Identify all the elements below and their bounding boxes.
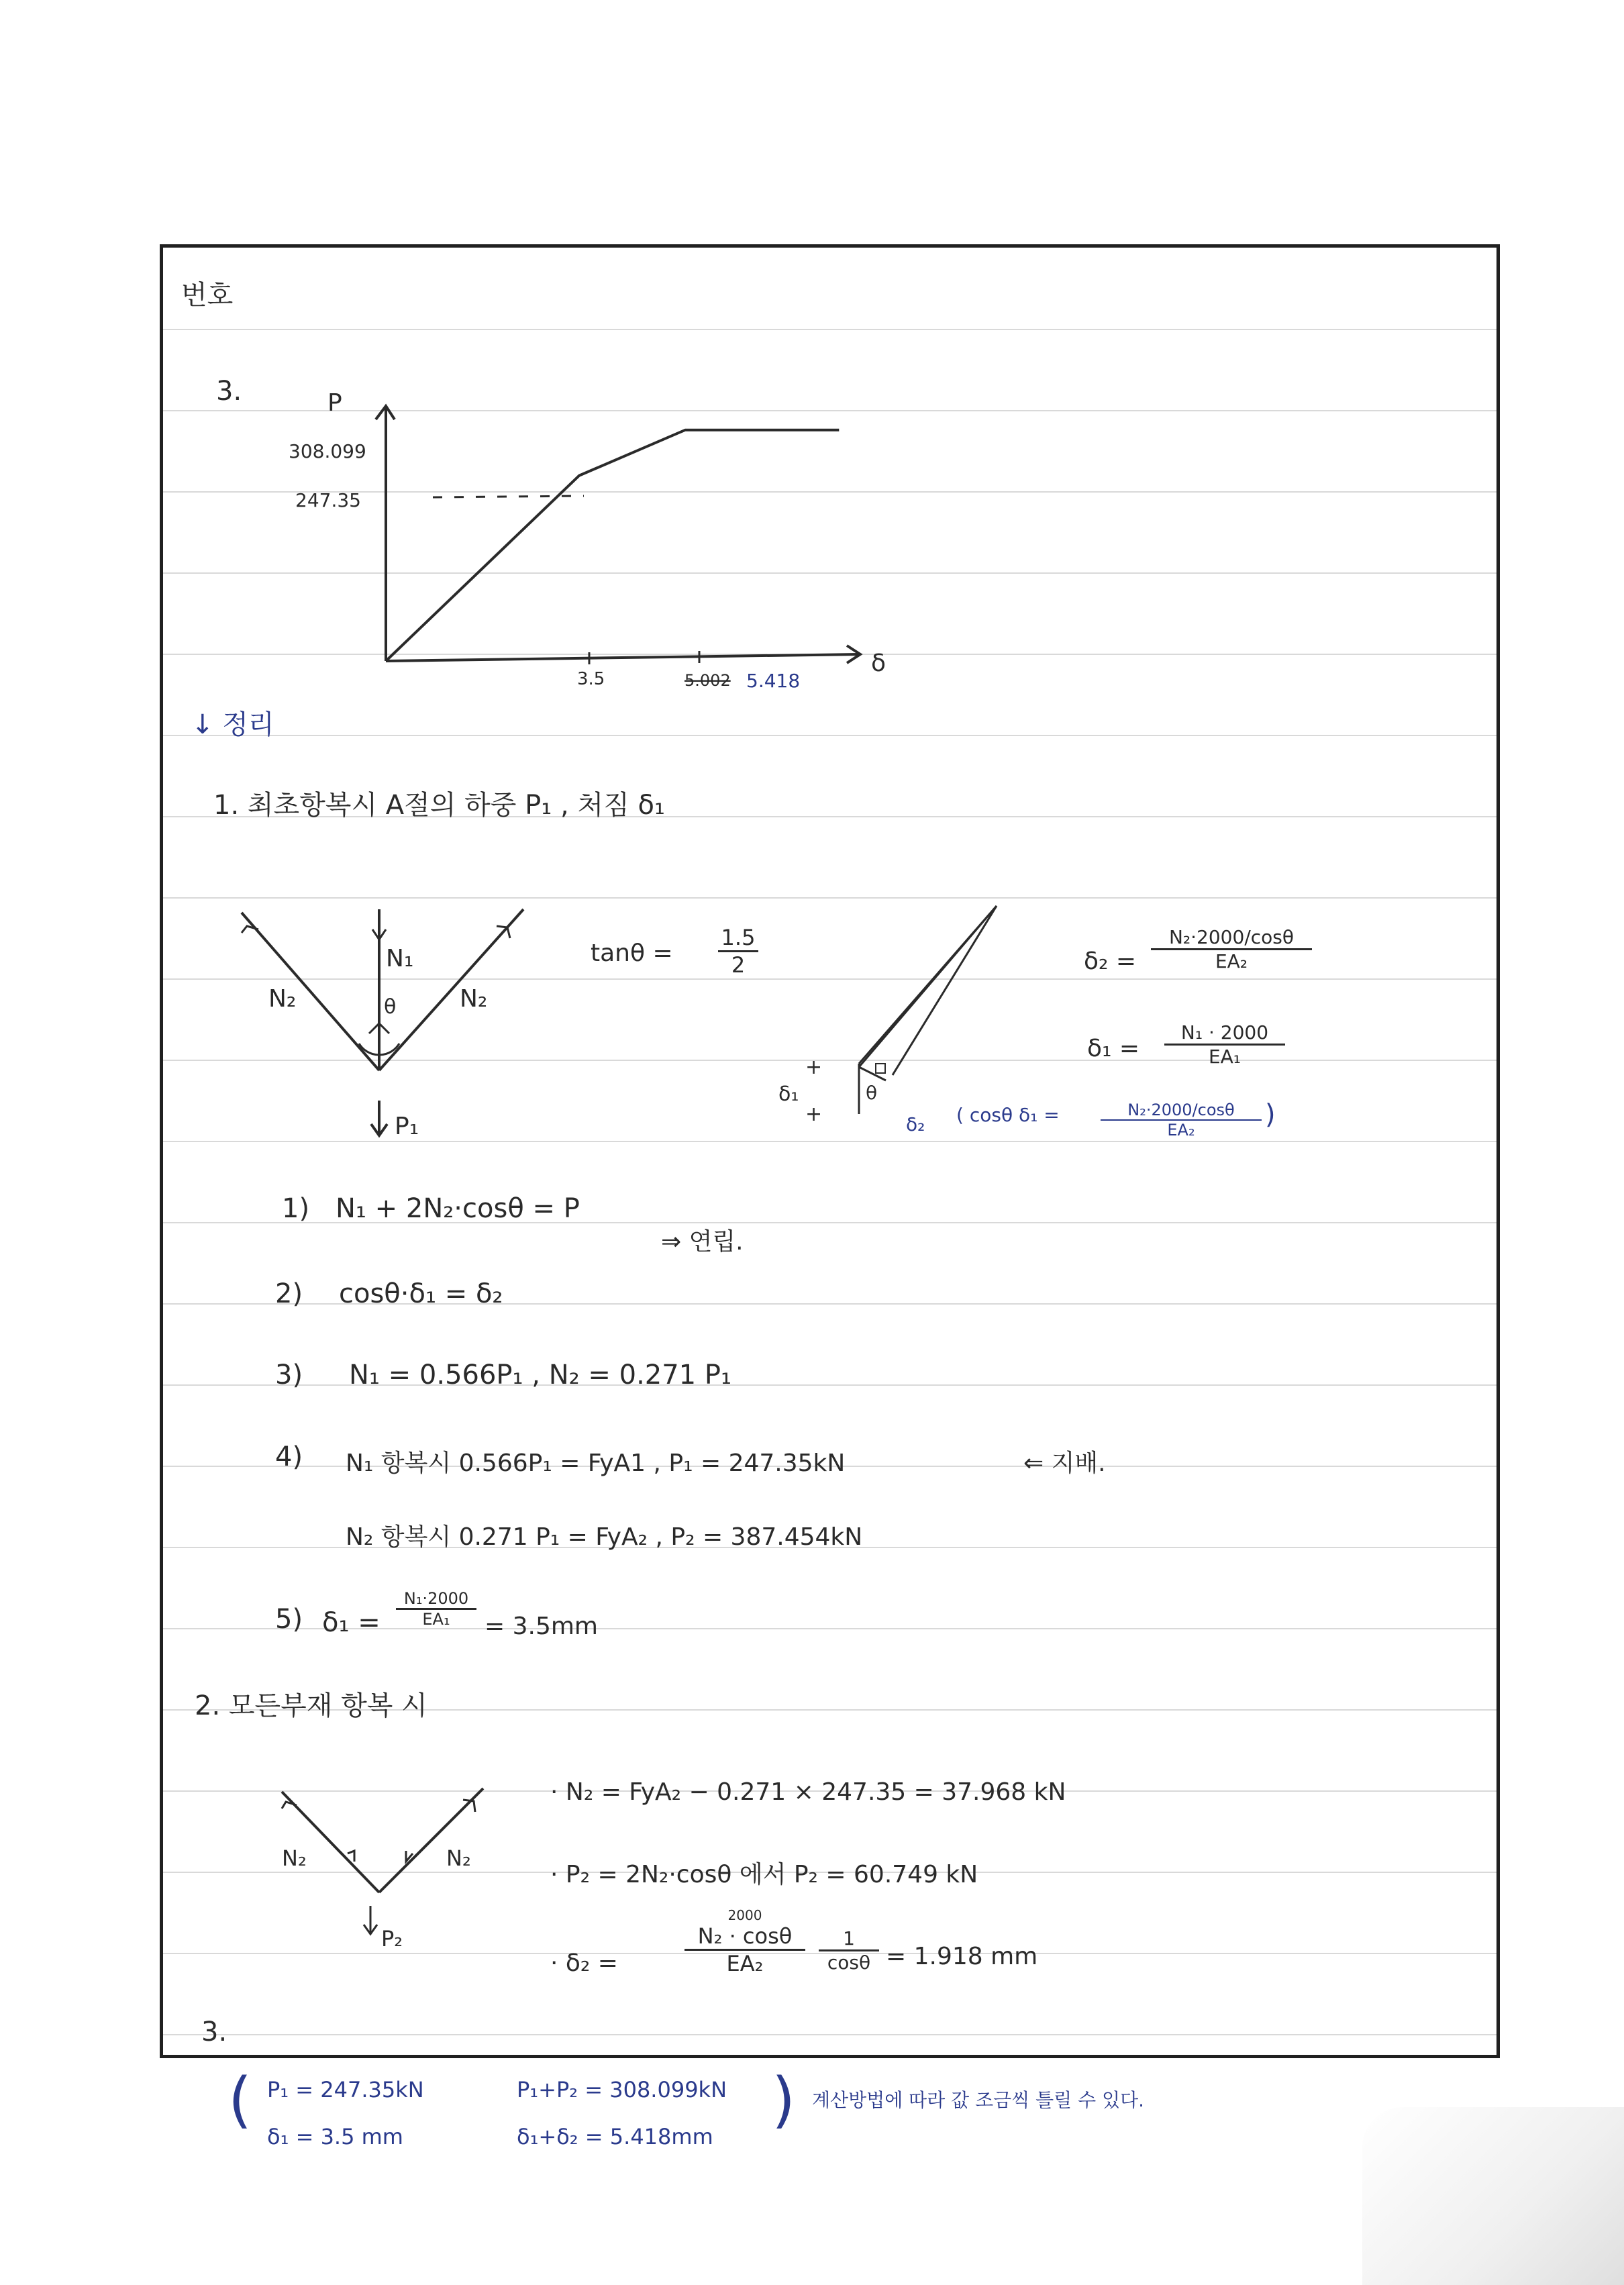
svg-text:δ₁: δ₁ — [778, 1082, 799, 1106]
section2-title: 2. 모든부재 항복 시 — [195, 1690, 427, 1721]
load-deflection-chart — [282, 389, 926, 698]
svg-text:θ: θ — [866, 1082, 878, 1104]
free-body-diagram-2 — [268, 1778, 510, 1953]
footer-open-paren: ( — [228, 2065, 252, 2135]
compatibility-fraction: N₂·2000/cosθ EA₂ — [1101, 1101, 1262, 1139]
step-number: 4) — [275, 1441, 303, 1472]
compatibility-close-paren: ) — [1265, 1099, 1276, 1130]
section1-title: 1. 최초항복시 A절의 하중 P₁ , 처짐 δ₁ — [213, 790, 665, 821]
step5-result: = 3.5mm — [485, 1613, 598, 1640]
delta1-fraction: N₁ · 2000 EA₁ — [1164, 1021, 1285, 1068]
delta1-formula: δ₁ = — [1087, 1035, 1140, 1062]
header-label: 번호 — [181, 280, 234, 311]
scan-shadow — [1362, 2107, 1624, 2285]
load-label: P₂ — [381, 1926, 403, 1951]
step-note: ⇐ 지배. — [1023, 1450, 1106, 1477]
step-number: 1) — [282, 1193, 310, 1224]
problem-number: 3. — [216, 376, 242, 407]
member-label: N₂ — [446, 1845, 471, 1871]
svg-text:+: + — [805, 1056, 823, 1079]
compatibility-note: ( cosθ δ₁ = — [956, 1104, 1060, 1126]
step-number: 2) — [275, 1278, 303, 1309]
angle-label: θ — [384, 995, 397, 1019]
delta2-formula: δ₂ = — [1084, 948, 1137, 975]
step-equation: cosθ·δ₁ = δ₂ — [339, 1278, 503, 1309]
step-equation: N₁ = 0.566P₁ , N₂ = 0.271 P₁ — [349, 1360, 731, 1390]
x-tick-label: 3.5 — [577, 669, 605, 689]
step5-lhs: δ₁ = — [322, 1607, 380, 1638]
member-label: N₁ — [386, 945, 414, 972]
x-tick-label: 5.418 — [746, 670, 801, 692]
free-body-diagram-1 — [228, 899, 550, 1161]
step5-fraction: N₁·2000 EA₁ — [396, 1589, 476, 1629]
x-tick-crossed: 5.002 — [684, 671, 731, 690]
dashed-guide — [433, 496, 584, 497]
y-tick-label: 247.35 — [295, 489, 361, 511]
member-label: N₂ — [460, 985, 488, 1013]
section2-result: = 1.918 mm — [886, 1943, 1038, 1970]
footer-note: 계산방법에 따라 값 조금씩 틀릴 수 있다. — [812, 2089, 1145, 2111]
y-tick-label: 308.099 — [289, 440, 366, 462]
y-axis-label: P — [327, 389, 342, 417]
section3-title: 3. — [201, 2017, 227, 2047]
x-axis-label: δ — [871, 650, 886, 677]
section2-equation: · δ₂ = — [550, 1949, 618, 1977]
tan-fraction: 1.5 2 — [718, 925, 758, 978]
step-equation: N₁ + 2N₂·cosθ = P — [336, 1193, 580, 1224]
svg-text:δ₂: δ₂ — [906, 1113, 925, 1135]
step-equation: N₁ 항복시 0.566P₁ = FyA1 , P₁ = 247.35kN — [346, 1450, 846, 1477]
footer-value: P₁+P₂ = 308.099kN — [517, 2077, 727, 2102]
footer-value: δ₁+δ₂ = 5.418mm — [517, 2124, 713, 2149]
load-label: P₁ — [395, 1113, 419, 1140]
step-note: ⇒ 연립. — [661, 1228, 744, 1256]
section2-equation: · P₂ = 2N₂·cosθ 에서 P₂ = 60.749 kN — [550, 1861, 978, 1888]
step-number: 3) — [275, 1360, 303, 1390]
member-label: N₂ — [268, 985, 297, 1013]
tan-expression: tanθ = — [591, 940, 673, 967]
section2-fraction: 1 cosθ — [819, 1927, 879, 1974]
footer-value: P₁ = 247.35kN — [267, 2077, 424, 2102]
footer-value: δ₁ = 3.5 mm — [267, 2124, 403, 2149]
member-label: N₂ — [282, 1845, 307, 1871]
section2-fraction: 2000 N₂ · cosθ EA₂ — [684, 1907, 805, 1976]
x-axis — [386, 654, 859, 661]
section2-equation: · N₂ = FyA₂ − 0.271 × 247.35 = 37.968 kN — [550, 1778, 1066, 1806]
svg-text:+: + — [805, 1103, 823, 1126]
summary-label: ↓ 정리 — [191, 709, 274, 740]
delta2-fraction: N₂·2000/cosθ EA₂ — [1151, 926, 1312, 972]
chart-line — [386, 430, 839, 661]
step-number: 5) — [275, 1604, 303, 1635]
footer-close-paren: ) — [772, 2065, 796, 2135]
step-equation: N₂ 항복시 0.271 P₁ = FyA₂ , P₂ = 387.454kN — [346, 1523, 863, 1551]
